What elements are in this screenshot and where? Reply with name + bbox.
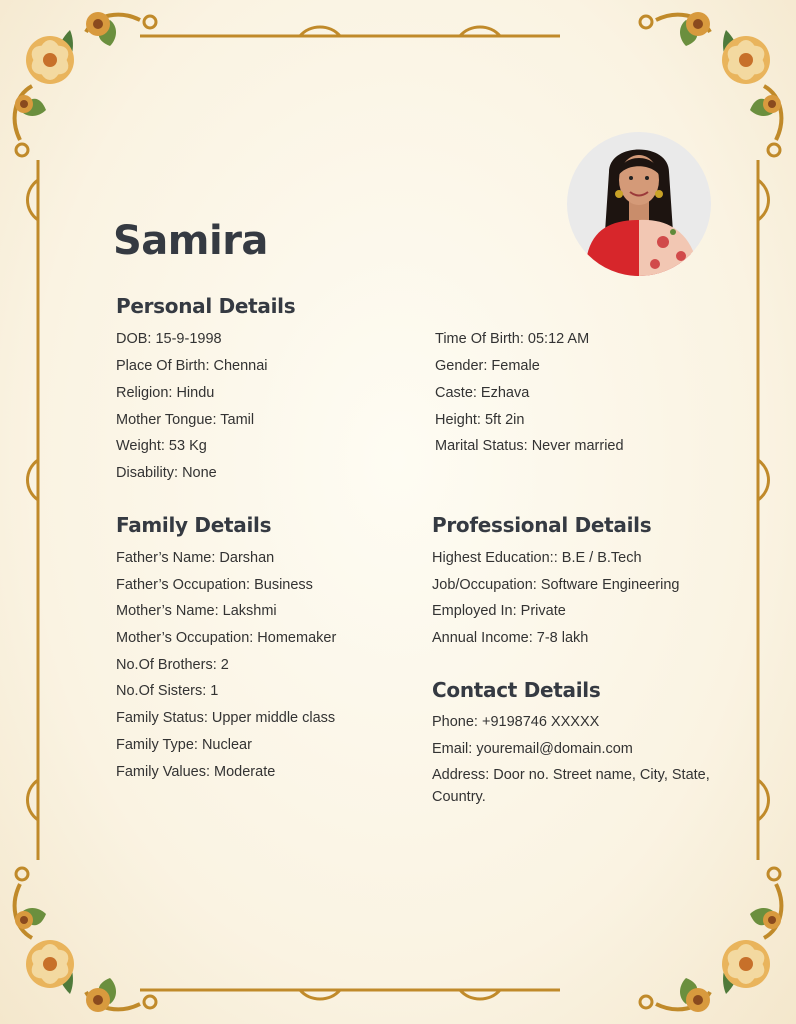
caste-field: Caste: Ezhava xyxy=(435,385,530,401)
employed-in-field: Employed In: Private xyxy=(432,603,566,619)
profile-name: Samira xyxy=(113,218,268,264)
phone-field: Phone: +9198746 XXXXX xyxy=(432,714,600,730)
time-of-birth-field: Time Of Birth: 05:12 AM xyxy=(435,331,590,347)
mothers-occupation-field: Mother’s Occupation: Homemaker xyxy=(116,630,337,646)
gender-field: Gender: Female xyxy=(435,358,540,374)
sisters-field: No.Of Sisters: 1 xyxy=(116,683,219,699)
place-of-birth-field: Place Of Birth: Chennai xyxy=(116,358,268,374)
brothers-field: No.Of Brothers: 2 xyxy=(116,657,229,673)
floral-corner-icon-bottom-right xyxy=(640,868,781,1012)
personal-details-heading: Personal Details xyxy=(116,294,296,318)
family-values-field: Family Values: Moderate xyxy=(116,764,276,780)
marital-status-field: Marital Status: Never married xyxy=(435,438,624,454)
religion-field: Religion: Hindu xyxy=(116,385,215,401)
fathers-occupation-field: Father’s Occupation: Business xyxy=(116,577,313,593)
family-status-field: Family Status: Upper middle class xyxy=(116,710,336,726)
disability-field: Disability: None xyxy=(116,465,217,481)
email-field: Email: youremail@domain.com xyxy=(432,741,633,757)
weight-field: Weight: 53 Kg xyxy=(116,438,207,454)
family-type-field: Family Type: Nuclear xyxy=(116,737,252,753)
contact-details-heading: Contact Details xyxy=(432,678,601,702)
address-field: Address: Door no. Street name, City, State, Country. xyxy=(432,767,710,805)
floral-corner-icon-bottom-left xyxy=(15,868,156,1012)
annual-income-field: Annual Income: 7-8 lakh xyxy=(432,630,589,646)
fathers-name-field: Father’s Name: Darshan xyxy=(116,550,275,566)
family-details-heading: Family Details xyxy=(116,513,272,537)
floral-corner-icon-top-left xyxy=(15,12,156,156)
dob-field: DOB: 15-9-1998 xyxy=(116,331,222,347)
education-field: Highest Education:: B.E / B.Tech xyxy=(432,550,642,566)
profile-photo xyxy=(567,132,711,276)
professional-details-heading: Professional Details xyxy=(432,513,652,537)
mothers-name-field: Mother’s Name: Lakshmi xyxy=(116,603,277,619)
mother-tongue-field: Mother Tongue: Tamil xyxy=(116,412,255,428)
occupation-field: Job/Occupation: Software Engineering xyxy=(432,577,680,593)
height-field: Height: 5ft 2in xyxy=(435,412,525,428)
